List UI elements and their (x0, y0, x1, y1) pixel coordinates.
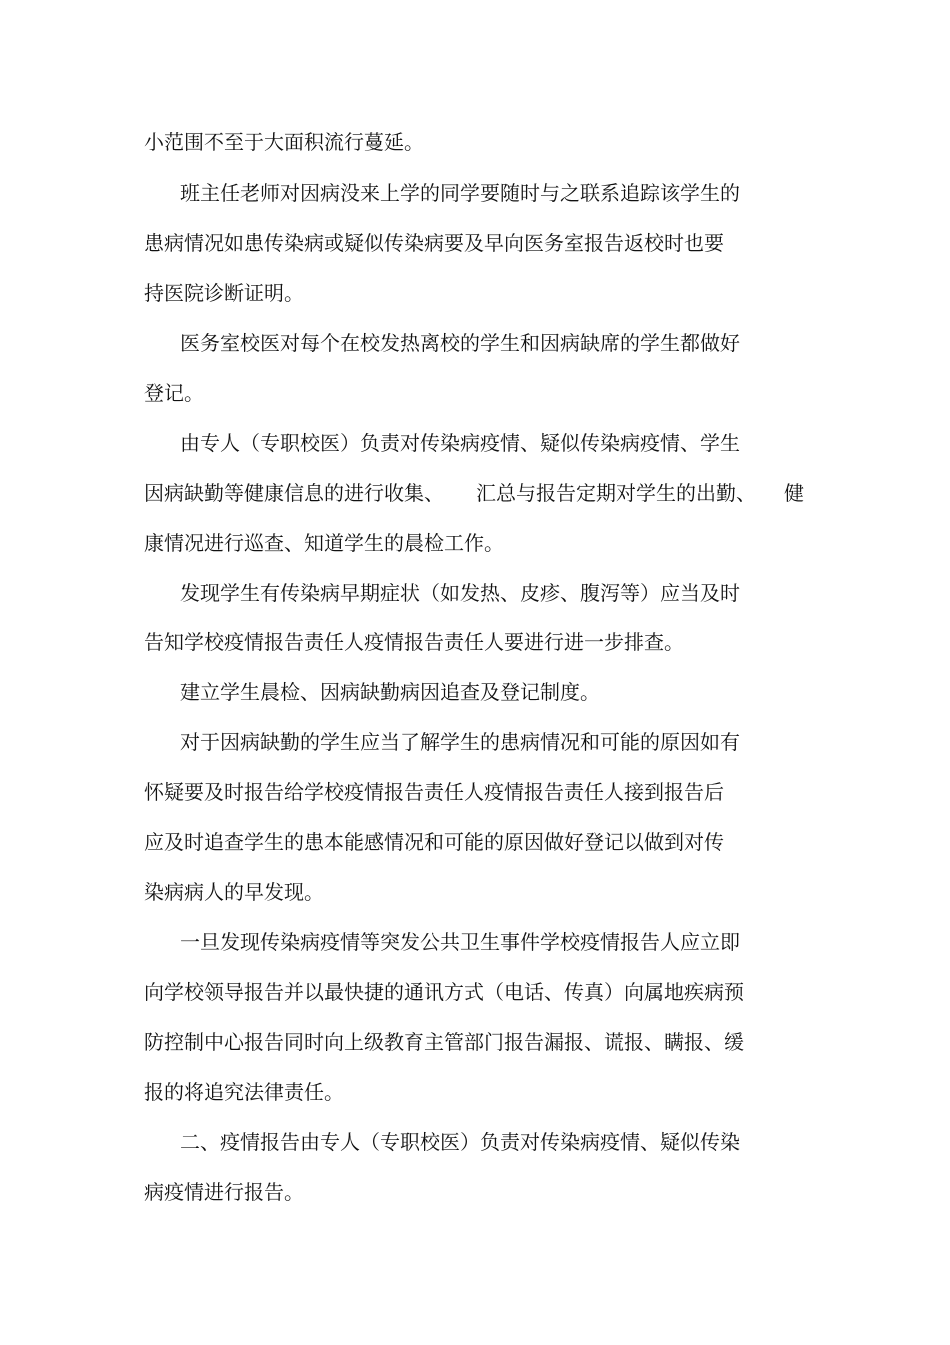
text-line: 染病病人的早发现。 (144, 880, 324, 904)
paragraph-first-line: 二、疫情报告由专人（专职校医）负责对传染病疫情、疑似传染 (180, 1130, 740, 1154)
text-line: 应及时追查学生的患本能感情况和可能的原因做好登记以做到对传 (144, 830, 724, 854)
paragraph-first-line: 班主任老师对因病没来上学的同学要随时与之联系追踪该学生的 (180, 181, 740, 205)
text-line: 向学校领导报告并以最快捷的通讯方式（电话、传真）向属地疾病预 (144, 980, 744, 1004)
text-line: 患病情况如患传染病或疑似传染病要及早向医务室报告返校时也要 (144, 231, 724, 255)
paragraph-first-line: 发现学生有传染病早期症状（如发热、皮疹、腹泻等）应当及时 (180, 581, 740, 605)
paragraph-first-line: 一旦发现传染病疫情等突发公共卫生事件学校疫情报告人应立即 (180, 930, 740, 954)
paragraph-first-line: 医务室校医对每个在校发热离校的学生和因病缺席的学生都做好 (180, 331, 740, 355)
text-line: 怀疑要及时报告给学校疫情报告责任人疫情报告责任人接到报告后 (144, 780, 724, 804)
text-line: 告知学校疫情报告责任人疫情报告责任人要进行进一步排查。 (144, 630, 684, 654)
paragraph-first-line: 由专人（专职校医）负责对传染病疫情、疑似传染病疫情、学生 (180, 431, 740, 455)
paragraph-first-line: 建立学生晨检、因病缺勤病因追查及登记制度。 (180, 680, 600, 704)
text-line: 报的将追究法律责任。 (144, 1080, 344, 1104)
text-line: 病疫情进行报告。 (144, 1180, 304, 1204)
text-line: 登记。 (144, 381, 204, 405)
text-segment: 因病缺勤等健康信息的进行收集、 (144, 481, 444, 505)
text-line: 康情况进行巡查、知道学生的晨检工作。 (144, 531, 504, 555)
text-segment: 健 (784, 481, 804, 505)
paragraph-first-line: 对于因病缺勤的学生应当了解学生的患病情况和可能的原因如有 (180, 730, 740, 754)
text-line: 防控制中心报告同时向上级教育主管部门报告漏报、谎报、瞒报、缓 (144, 1030, 744, 1054)
text-segment: 汇总与报告定期对学生的出勤、 (476, 481, 756, 505)
text-line: 小范围不至于大面积流行蔓延。 (144, 130, 424, 154)
text-line: 持医院诊断证明。 (144, 281, 304, 305)
text-line-justified (144, 481, 824, 505)
